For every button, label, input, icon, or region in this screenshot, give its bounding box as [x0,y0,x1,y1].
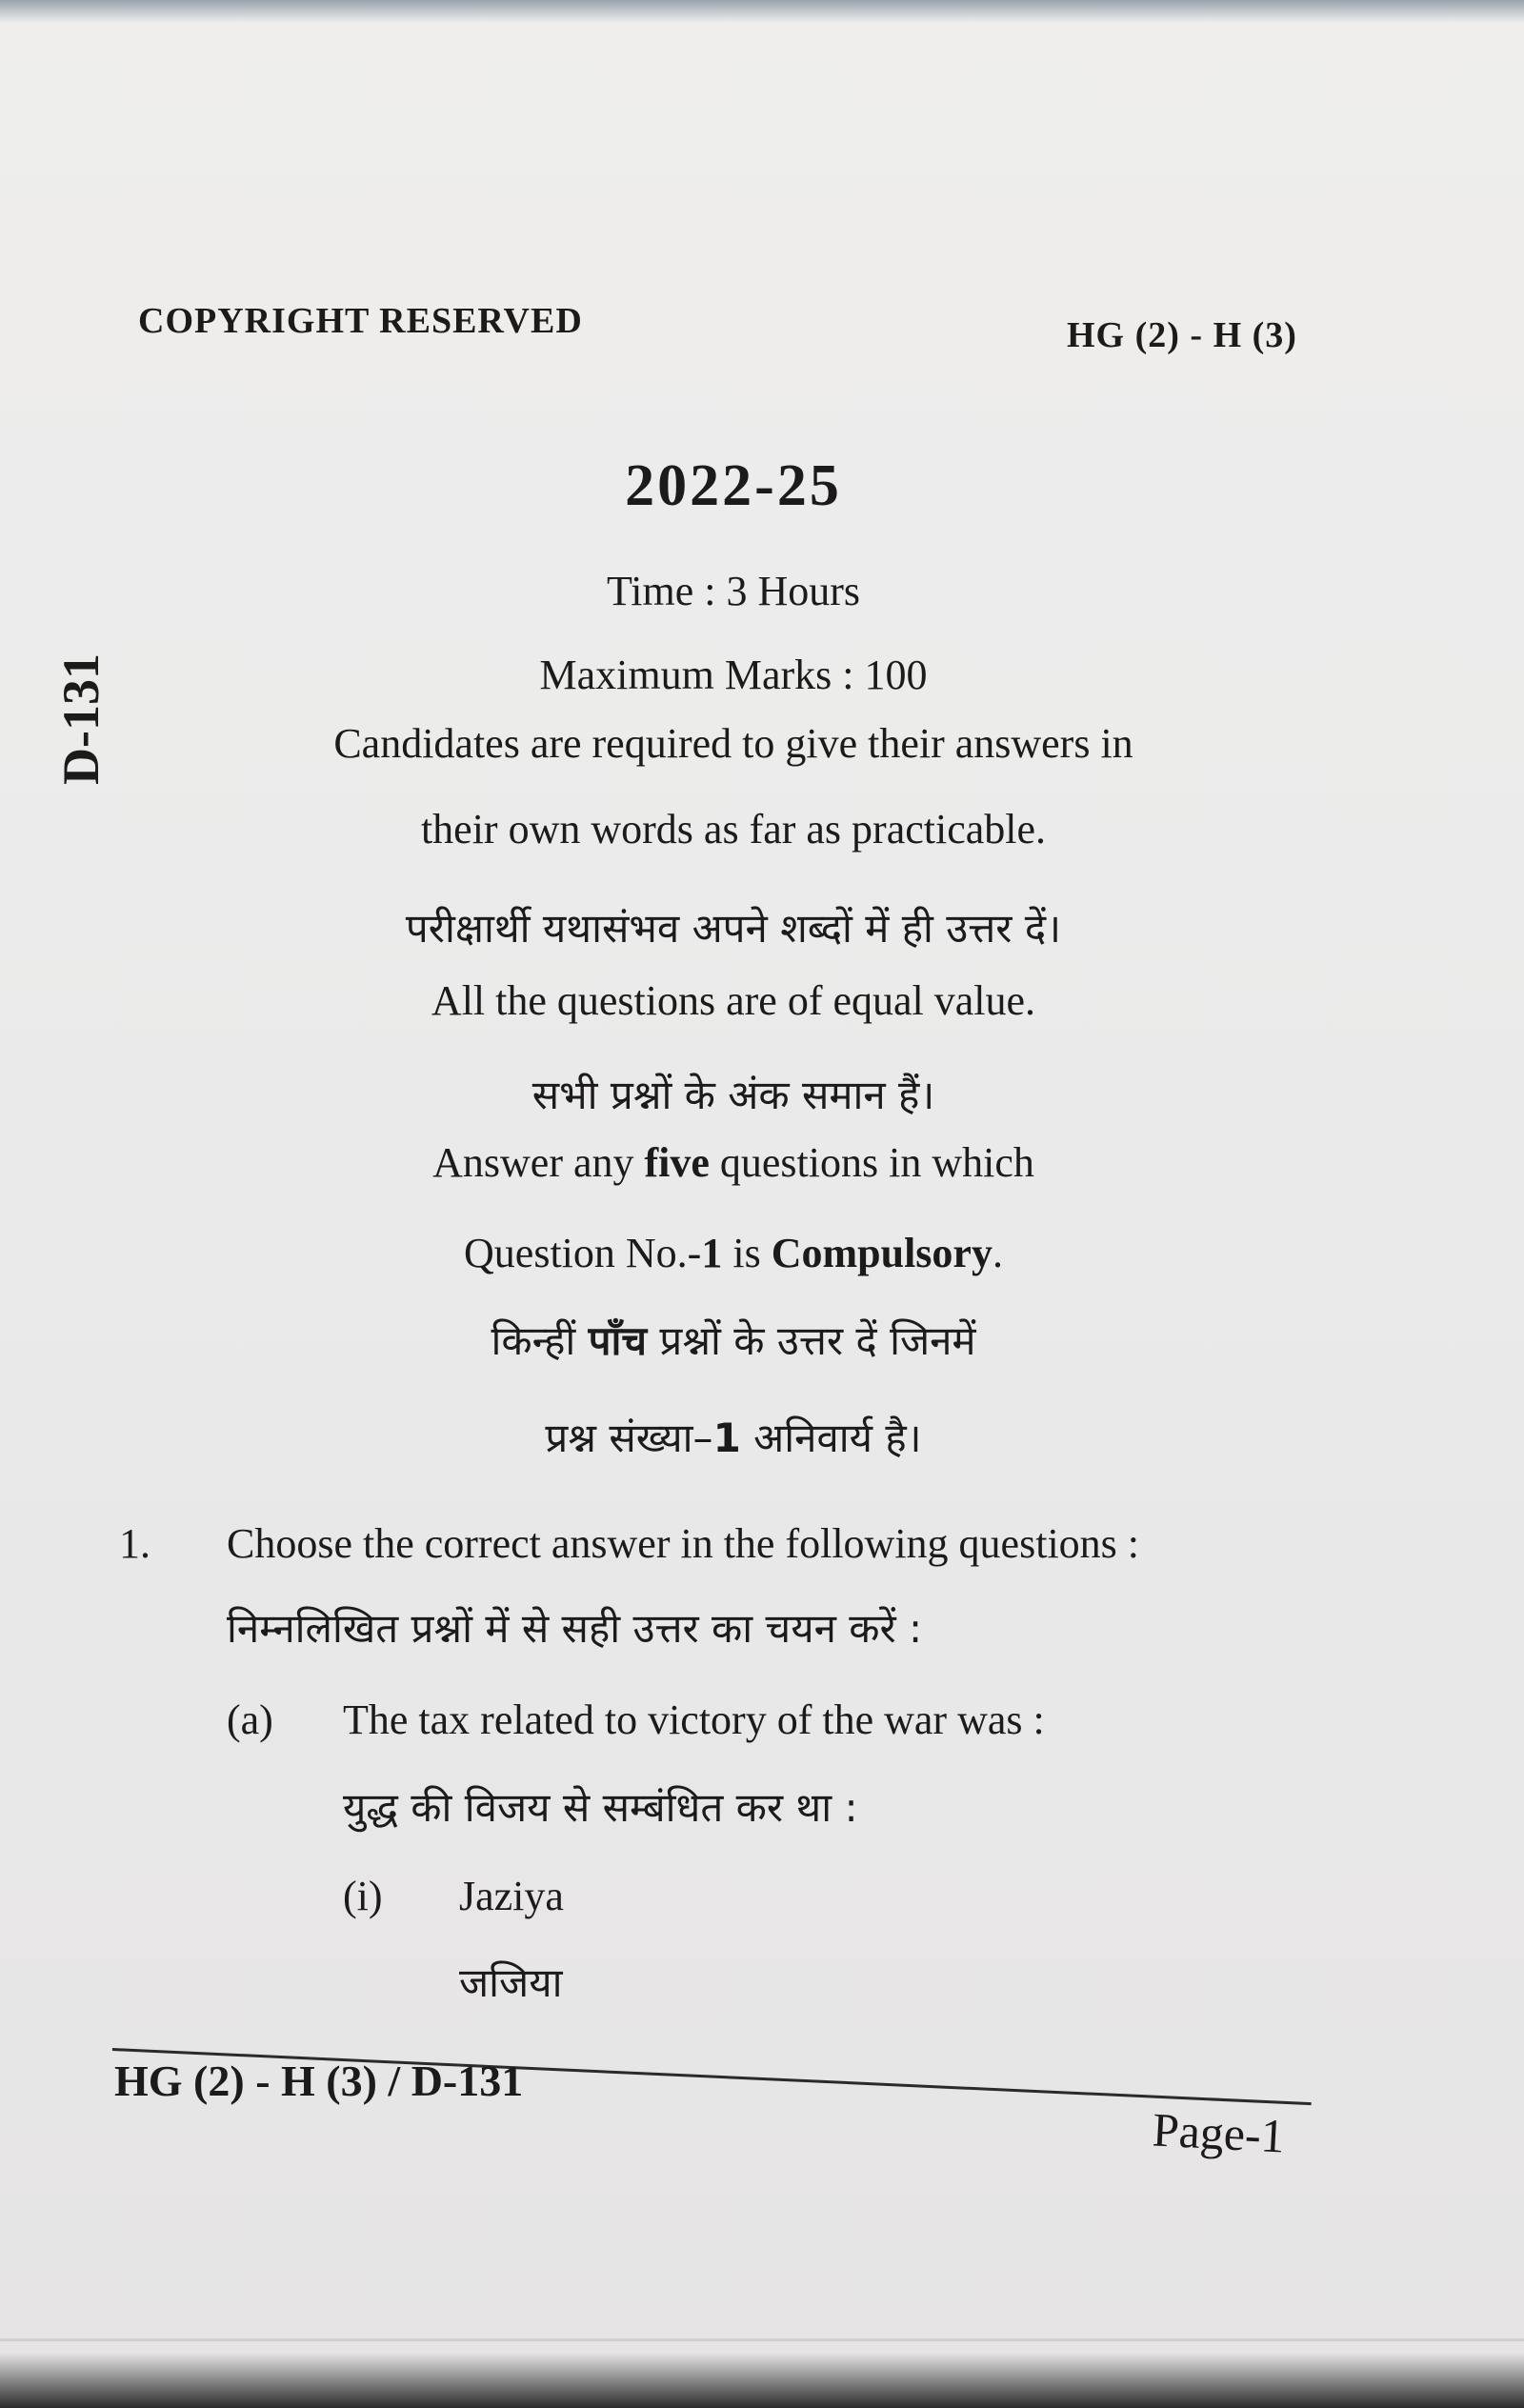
question-1-text: Choose the correct answer in the following questions : [227,1520,1140,1567]
instruction-line-8-bold: पाँच [588,1317,648,1364]
instruction-line-8-hindi [238,1313,1229,1367]
instruction-line-9-hindi [238,1410,1229,1464]
page-number: Page-1 [1151,2102,1287,2163]
instruction-line-9-bold: 1 [712,1415,741,1461]
instruction-line-7-bold-word: Compulsory [771,1230,993,1276]
paper-code: HG (2) - H (3) [1067,315,1297,355]
instruction-line-2: their own words as far as practicable. [420,806,1047,853]
option-i-text: Jaziya [459,1873,564,1919]
paper-crease [0,2338,1524,2341]
instruction-line-3-hindi: परीक्षार्थी यथासंभव अपने शब्दों में ही उत्तर दें। [405,905,1062,952]
question-1-number: 1. [119,1520,150,1567]
instruction-line-9-post: अनिवार्य है। [740,1415,922,1461]
part-a-label: (a) [227,1696,273,1743]
instruction-line-7-mid: is [722,1230,772,1276]
bottom-edge-shadow [0,2353,1524,2408]
exam-year: 2022-25 [625,453,842,518]
copyright-notice: COPYRIGHT RESERVED [138,301,583,341]
part-a-text: The tax related to victory of the war was : [343,1696,1045,1743]
instruction-line-6-post: questions in which [709,1139,1034,1186]
instruction-line-9-pre: प्रश्न संख्या– [545,1415,713,1461]
instruction-line-1: Candidates are required to give their answers in [333,720,1133,767]
instruction-line-7 [238,1229,1229,1277]
part-a-text-hindi: युद्ध की विजय से सम्बंधित कर था : [343,1784,858,1831]
top-edge-shadow [0,0,1524,23]
instruction-line-6-bold: five [644,1139,710,1186]
max-marks: Maximum Marks : 100 [539,652,928,698]
instruction-line-7-pre: Question No.- [464,1230,702,1276]
instruction-line-5-hindi: सभी प्रश्नों के अंक समान हैं। [531,1072,935,1118]
instruction-line-7-bold-number: 1 [701,1230,723,1276]
instruction-line-8-pre: किन्हीं [491,1317,589,1364]
footer-paper-code: HG (2) - H (3) / D-131 [114,2057,524,2105]
instruction-line-7-post: . [992,1230,1003,1276]
instruction-line-6-pre: Answer any [432,1139,645,1186]
exam-time: Time : 3 Hours [606,568,861,614]
option-i-label: (i) [343,1873,383,1919]
instruction-line-4: All the questions are of equal value. [431,977,1036,1024]
instruction-line-6 [238,1138,1229,1187]
question-1-text-hindi: निम्नलिखित प्रश्नों में से सही उत्तर का चयन करें : [227,1605,923,1652]
option-i-text-hindi: जजिया [459,1959,563,2006]
side-paper-code: D-131 [52,653,110,785]
instruction-line-8-post: प्रश्नों के उत्तर दें जिनमें [647,1317,976,1364]
